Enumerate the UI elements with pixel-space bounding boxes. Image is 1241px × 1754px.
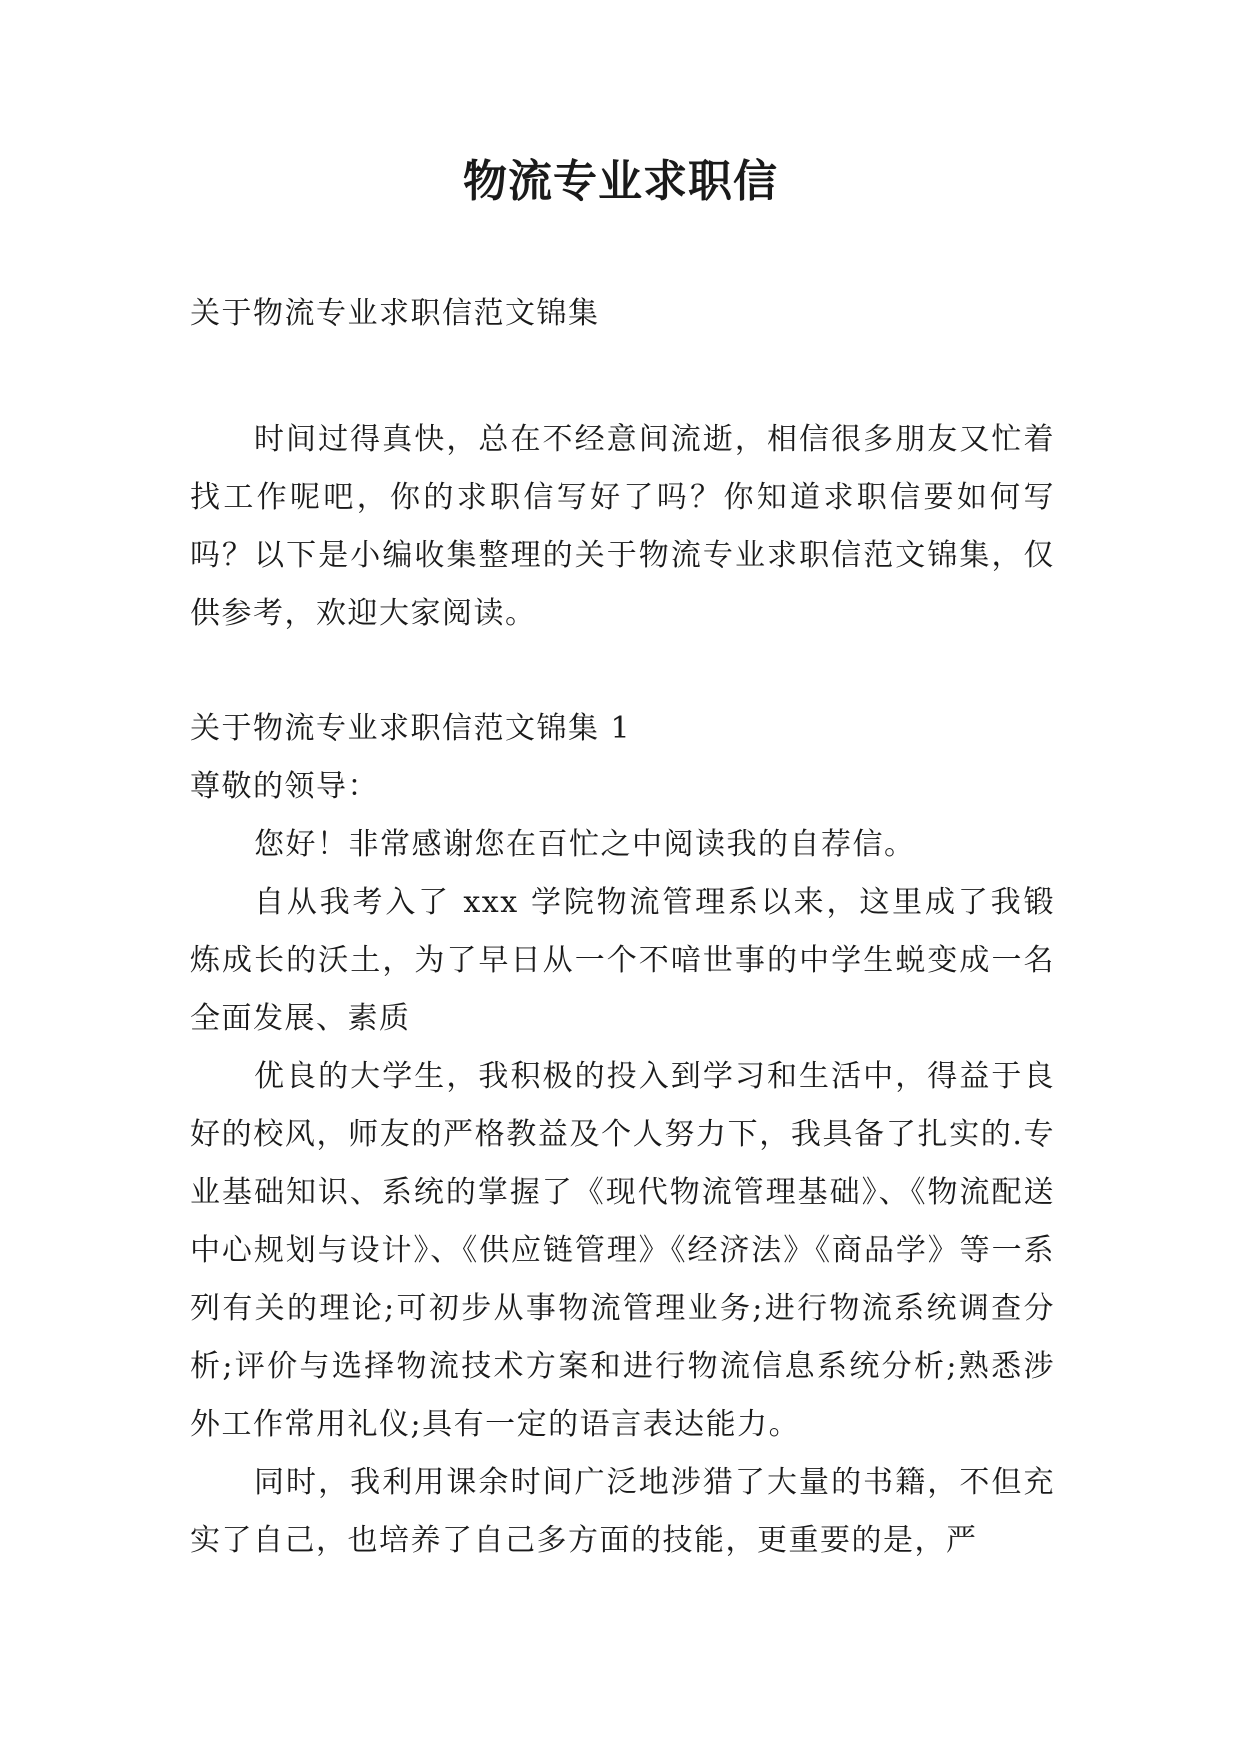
intro-paragraph: 时间过得真快，总在不经意间流逝，相信很多朋友又忙着找工作呢吧，你的求职信写好了吗？你知道求职信要如何写吗？以下是小编收集整理的关于物流专业求职信范文锦集，仅供参考，欢迎大家阅读。 <box>190 422 1055 631</box>
body-paragraph-enrollment: 自从我考入了 xxx 学院物流管理系以来，这里成了我锻炼成长的沃土，为了早日从一个不喑世事的中学生蜕变成一名全面发展、素质 <box>190 885 1055 1036</box>
document-title: 物流专业求职信 <box>463 156 778 207</box>
salutation: 尊敬的领导： <box>190 769 379 804</box>
body-paragraph-studies: 优良的大学生，我积极的投入到学习和生活中，得益于良好的校风，师友的严格教益及个人努力下，我具备了扎实的.专业基础知识、系统的掌握了《现代物流管理基础》、《物流配送中心规划与设计》、《供应链管理》《经济法》《商品学》等一系列有关的理论;可初步从事物流管理业务;进行物流系统调查分析;评价与选择物流技术方案和进行物流信息系统分析;熟悉涉外工作常用礼仪;具有一定的语言表达能力。 <box>190 1059 1055 1442</box>
section-heading: 关于物流专业求职信范文锦集 1 <box>190 711 632 746</box>
body-paragraph-extracurricular: 同时，我利用课余时间广泛地涉猎了大量的书籍，不但充实了自己，也培养了自己多方面的技能，更重要的是，严 <box>190 1465 1055 1558</box>
letter-body <box>190 700 1055 1570</box>
document-subtitle: 关于物流专业求职信范文锦集 <box>190 296 600 331</box>
body-paragraph-greeting: 您好！非常感谢您在百忙之中阅读我的自荐信。 <box>254 827 916 862</box>
